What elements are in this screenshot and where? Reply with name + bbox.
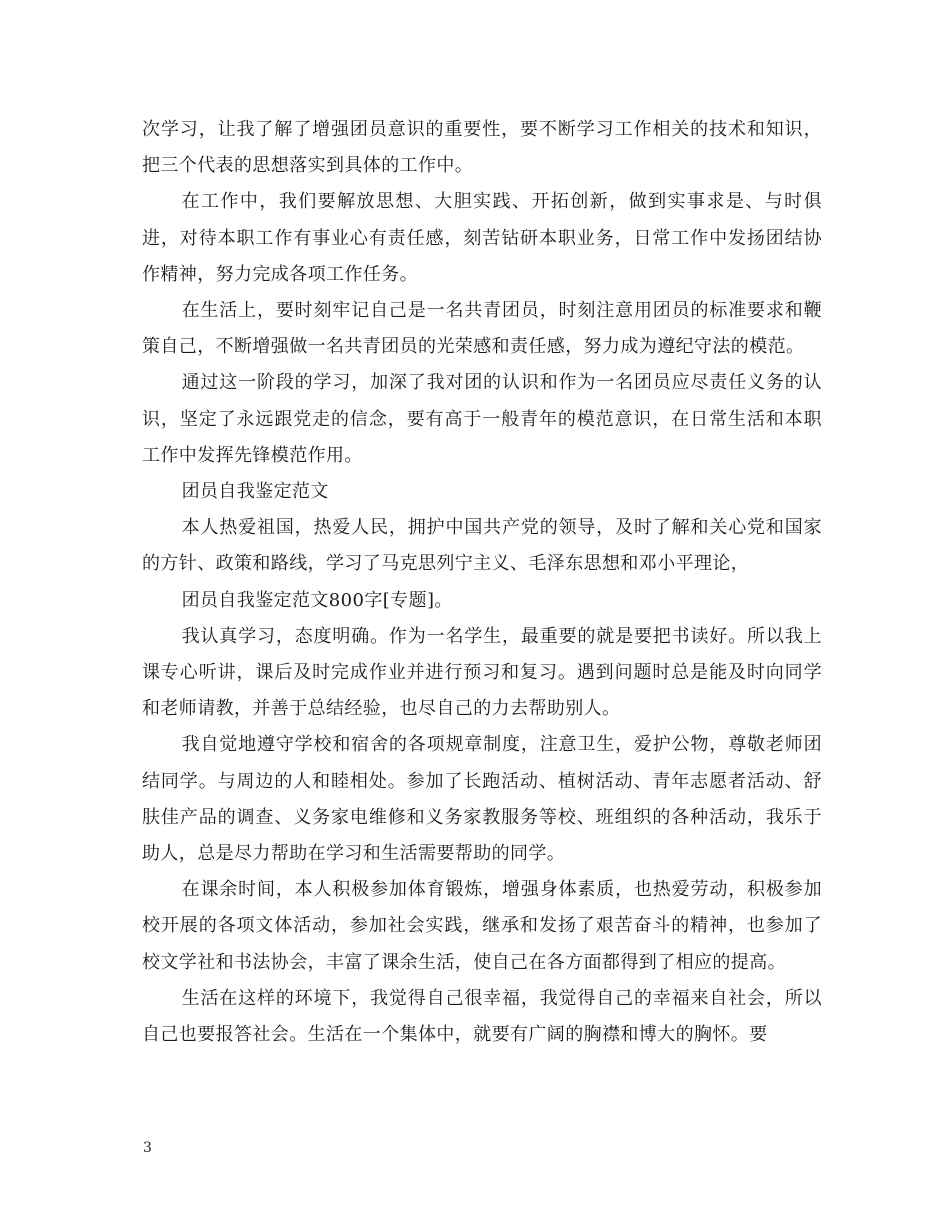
paragraph-2: 在工作中，我们要解放思想、大胆实践、开拓创新，做到实事求是、与时俱进，对待本职工作有事业心有责任感，刻苦钻研本职业务，日常工作中发扬团结协作精神，努力完成各项工作任务。 (142, 191, 822, 285)
section-heading: 团员自我鉴定范文 (181, 481, 329, 503)
paragraph-4: 通过这一阶段的学习，加深了我对团的认识和作为一名团员应尽责任义务的认识，坚定了永远跟党走的信念，要有高于一般青年的模范意识，在日常生活和本职工作中发挥先锋模范作用。 (142, 372, 822, 466)
paragraph-1: 次学习，让我了解了增强团员意识的重要性，要不断学习工作相关的技术和知识，把三个代表的思想落实到具体的工作中。 (142, 119, 822, 177)
paragraph-7: 团员自我鉴定范文800字[专题]。 (181, 589, 453, 611)
paragraph-6: 本人热爱祖国，热爱人民，拥护中国共产党的领导，及时了解和关心党和国家的方针、政策和路线，学习了马克思列宁主义、毛泽东思想和邓小平理论， (142, 517, 822, 575)
paragraph-9: 我自觉地遵守学校和宿舍的各项规章制度，注意卫生，爱护公物，尊敬老师团结同学。与周边的人和睦相处。参加了长跑活动、植树活动、青年志愿者活动、舒肤佳产品的调查、义务家电维修和义务家教服务等校、班组织的各种活动，我乐于助人，总是尽力帮助在学习和生活需要帮助的同学。 (142, 734, 822, 865)
page-number: 3 (143, 1140, 152, 1156)
paragraph-3: 在生活上，要时刻牢记自己是一名共青团员，时刻注意用团员的标准要求和鞭策自己，不断增强做一名共青团员的光荣感和责任感，努力成为遵纪守法的模范。 (142, 300, 822, 358)
paragraph-10: 在课余时间，本人积极参加体育锻炼，增强身体素质，也热爱劳动，积极参加校开展的各项文体活动，参加社会实践，继承和发扬了艰苦奋斗的精神，也参加了校文学社和书法协会，丰富了课余生活，使自己在各方面都得到了相应的提高。 (142, 879, 822, 973)
body-text (142, 112, 822, 1053)
paragraph-11: 生活在这样的环境下，我觉得自己很幸福，我觉得自己的幸福来自社会，所以自己也要报答社会。生活在一个集体中，就要有广阔的胸襟和博大的胸怀。要 (142, 987, 822, 1046)
paragraph-8: 我认真学习，态度明确。作为一名学生，最重要的就是要把书读好。所以我上课专心听讲，课后及时完成作业并进行预习和复习。遇到问题时总是能及时向同学和老师请教，并善于总结经验，也尽自己的力去帮助别人。 (142, 625, 822, 720)
